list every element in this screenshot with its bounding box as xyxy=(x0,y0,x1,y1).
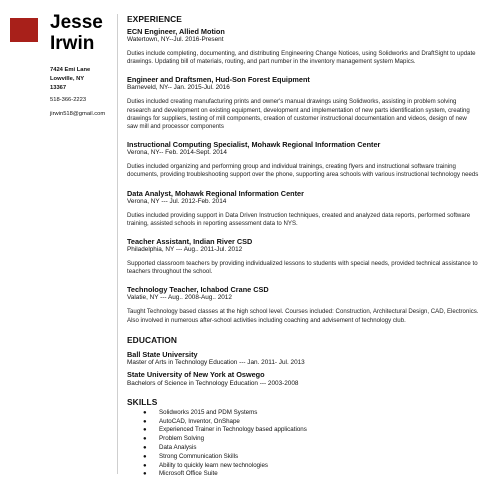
degree-meta: Bachelors of Science in Technology Education --- 2003-2008 xyxy=(127,379,299,387)
skill-label: Microsoft Office Suite xyxy=(159,470,218,478)
job-entry xyxy=(127,237,479,276)
bullet-icon: ● xyxy=(143,462,147,469)
school-name: State University of New York at Oswego xyxy=(127,370,265,380)
list-item xyxy=(143,470,479,479)
skills-heading: SKILLS xyxy=(127,396,158,407)
degree-meta: Master of Arts in Technology Education --- Jan. 2011- Jul. 2013 xyxy=(127,359,305,367)
bullet-icon: ● xyxy=(143,453,147,460)
bullet-icon: ● xyxy=(143,409,147,416)
phone-number: 518-366-2223 xyxy=(50,97,87,103)
job-meta: Watertown, NY--Jul. 2016-Present xyxy=(127,36,224,43)
job-entry xyxy=(127,140,479,179)
city: Lowville, NY xyxy=(50,76,85,82)
job-entry xyxy=(127,189,479,228)
last-name: Irwin xyxy=(50,33,95,54)
job-meta: Valatie, NY --- Aug.. 2008-Aug.. 2012 xyxy=(127,294,232,302)
main-column xyxy=(127,14,479,479)
column-divider xyxy=(117,14,118,474)
list-item xyxy=(143,409,479,418)
skill-label: Ability to quickly learn new technologies xyxy=(159,461,269,469)
list-item xyxy=(143,435,479,444)
job-meta: Barneveld, NY-- Jan. 2015-Jul. 2016 xyxy=(127,84,230,92)
list-item xyxy=(143,462,479,471)
school-name: Ball State University xyxy=(127,349,198,359)
list-item xyxy=(143,418,479,427)
job-title: Technology Teacher, Ichabod Crane CSD xyxy=(127,285,269,295)
education-entry xyxy=(127,371,479,388)
job-meta: Philadelphia, NY --- Aug.. 2011-Jul. 2012 xyxy=(127,246,243,254)
bullet-icon: ● xyxy=(143,436,147,443)
address-block xyxy=(50,66,90,93)
zip: 13367 xyxy=(50,85,67,91)
skill-label: Problem Solving xyxy=(159,435,205,443)
street: 7424 Emi Lane xyxy=(50,67,91,73)
list-item xyxy=(143,453,479,462)
job-title: Engineer and Draftsmen, Hud-Son Forest Equipment xyxy=(127,75,310,85)
list-item xyxy=(143,444,479,453)
bullet-icon: ● xyxy=(143,427,147,434)
skill-label: AutoCAD, Inventor, OnShape xyxy=(159,417,240,425)
job-meta: Verona, NY-- Feb. 2014-Sept. 2014 xyxy=(127,149,227,157)
list-item xyxy=(143,426,479,435)
education-entry xyxy=(127,351,479,368)
job-entry xyxy=(127,75,479,131)
bullet-icon: ● xyxy=(143,471,147,478)
skill-label: Experienced Trainer in Technology based applications xyxy=(159,426,307,434)
skills-list xyxy=(143,409,479,479)
first-name: Jesse xyxy=(50,12,103,33)
job-title: Instructional Computing Specialist, Mohawk Regional Information Center xyxy=(127,140,381,150)
job-description: Duties included providing support in Data Driven Instruction techniques, created and analyzed data reports, performed software training, assisted schools in reporting assessment data to NYS. xyxy=(127,211,471,227)
job-description: Duties included creating manufacturing prints and owner's manual drawings using Solidworks, assisting in problem solving research and development on existing equipment, development and implementation of new parts identification system, creating drawings for suppliers, testing of mill components, creation of customer instructional documentation and videos, design of new saw mill and processor components xyxy=(127,98,470,131)
job-entry xyxy=(127,285,479,324)
bullet-icon: ● xyxy=(143,445,147,452)
skill-label: Solidworks 2015 and PDM Systems xyxy=(159,408,258,416)
bullet-icon: ● xyxy=(143,418,147,425)
job-meta: Verona, NY --- Jul. 2012-Feb. 2014 xyxy=(127,197,227,205)
job-description: Duties included organizing and performing group and individual trainings, creating flyers and instructional software training documents, providing troubleshooting support over the phone, supporting area schools with various instructional technology needs xyxy=(127,163,479,179)
education-heading: EDUCATION xyxy=(127,334,178,345)
job-title: Data Analyst, Mohawk Regional Information Center xyxy=(127,188,304,198)
experience-heading: EXPERIENCE xyxy=(127,14,182,24)
job-description: Duties include completing, documenting, and distributing Engineering Change Notices, using Solidworks and DraftSight to update drawings. Updating bill of materials, routing, and part number in the inventory management system Mapics. xyxy=(127,50,476,66)
resume-name xyxy=(50,12,103,54)
job-title: Teacher Assistant, Indian River CSD xyxy=(127,237,253,247)
skill-label: Data Analysis xyxy=(159,444,197,452)
accent-block xyxy=(10,18,38,42)
job-entry xyxy=(127,27,479,66)
skill-label: Strong Communication Skills xyxy=(159,452,239,460)
job-description: Supported classroom teachers by providing individualized lessons to students with special needs, provided technical assistance to teachers throughout the school. xyxy=(127,260,478,276)
email-address[interactable]: jirwin518@gmail.com xyxy=(50,111,106,117)
job-title: ECN Engineer, Allied Motion xyxy=(127,27,225,36)
job-description: Taught Technology based classes at the high school level. Courses included: Construction, Architectural Design, CAD, Electronics. Also involved in numerous after-school activities including coaching and advisement of technology club. xyxy=(127,308,479,324)
